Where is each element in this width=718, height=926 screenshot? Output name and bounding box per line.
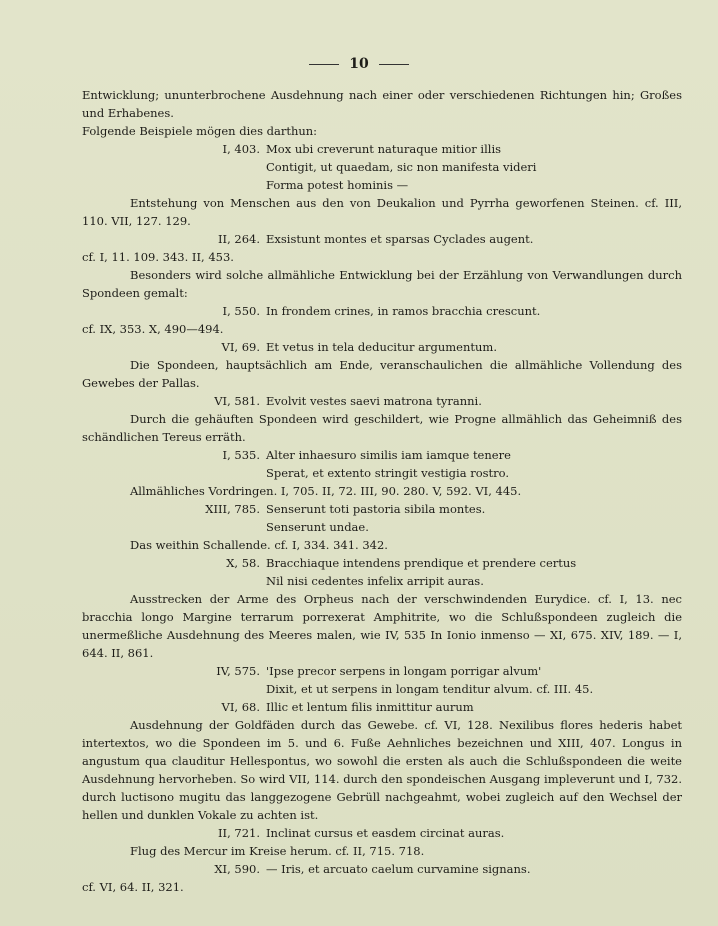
verse-reference: VI, 68. (221, 700, 260, 714)
verse-text: Senserunt undae. (266, 520, 369, 534)
quote-line (82, 572, 682, 590)
quote-line (82, 824, 682, 842)
verse-reference: II, 721. (217, 826, 260, 840)
quote-line (82, 518, 682, 536)
header-rule-right (379, 64, 409, 65)
paragraph: Das weithin Schallende. cf. I, 334. 341. 342. (130, 538, 388, 552)
verse-text: Dixit, et ut serpens in longam tenditur alvum. cf. III. 45. (266, 682, 594, 696)
quote-line (82, 392, 682, 410)
paragraph: cf. VI, 64. II, 321. (82, 880, 184, 894)
paragraph: Ausdehnung der Goldfäden durch das Gewebe. cf. VI, 128. Nexilibus flores hederis habet intertextos, wo die Spondeen im 5. und 6. Fuße Aehnliches bezeichnen und XIII, 407. Longus in angustum qua clauditur Hellespontus, wo sowohl die ersten als auch die Schlußspondeen die weite Ausdehnung hervorheben. So wird VII, 114. durch den spondeischen Ausgang impleverunt und I, 732. durch luctisono mugitu das langgezogene Gebrüll nachgeahmt, wobei zugleich auf den Wechsel der hellen und dunklen Vokale zu achten ist. (82, 718, 682, 822)
quote-line (82, 500, 682, 518)
verse-text: Mox ubi creverunt naturaque mitior illis (266, 142, 502, 156)
quote-line (82, 338, 682, 356)
verse-reference: VI, 581. (214, 394, 260, 408)
verse-text: Alter inhaesuro similis iam iamque tenere (266, 448, 511, 462)
page-number: 10 (349, 56, 369, 72)
quote-line (82, 140, 682, 158)
paragraph: Flug des Mercur im Kreise herum. cf. II, 715. 718. (130, 844, 425, 858)
quote-line (82, 680, 682, 698)
verse-text: Sperat, et extento stringit vestigia rostro. (266, 466, 510, 480)
verse-reference: II, 264. (217, 232, 260, 246)
verse-text: Evolvit vestes saevi matrona tyranni. (266, 394, 482, 408)
quote-line (82, 446, 682, 464)
verse-text: Inclinat cursus et easdem circinat auras. (266, 826, 505, 840)
verse-reference: VI, 69. (221, 340, 260, 354)
verse-text: Nil nisi cedentes infelix arripit auras. (266, 574, 484, 588)
quote-line (82, 554, 682, 572)
header-rule-left (309, 64, 339, 65)
quote-line (82, 176, 682, 194)
quote-line (82, 698, 682, 716)
verse-text: Et vetus in tela deducitur argumentum. (266, 340, 497, 354)
paragraph: Ausstrecken der Arme des Orpheus nach der verschwindenden Eurydice. cf. I, 13. nec bracchia longo Margine terrarum porrexerat Amphitrite, wo die Schlußspondeen zugleich die unermeßliche Ausdehnung des Meeres malen, wie IV, 535 In Ionio inmenso — XI, 675. XIV, 189. — I, 644. II, 861. (82, 592, 682, 660)
verse-text: 'Ipse precor serpens in longam porrigar alvum' (266, 664, 542, 678)
verse-text: Illic et lentum filis inmittitur aurum (266, 700, 474, 714)
quote-line (82, 158, 682, 176)
quote-line (82, 662, 682, 680)
verse-reference: I, 535. (222, 448, 260, 462)
verse-reference: IV, 575. (216, 664, 260, 678)
verse-text: Contigit, ut quaedam, sic non manifesta videri (266, 160, 537, 174)
quote-line (82, 302, 682, 320)
verse-text: Bracchiaque intendens prendique et prendere certus (266, 556, 577, 570)
paragraph: cf. IX, 353. X, 490—494. (82, 322, 224, 336)
quote-line (82, 860, 682, 878)
verse-text: Senserunt toti pastoria sibila montes. (266, 502, 486, 516)
paragraph: Die Spondeen, hauptsächlich am Ende, veranschaulichen die allmähliche Vollendung des Gewebes der Pallas. (82, 358, 682, 390)
verse-reference: XI, 590. (214, 862, 260, 876)
verse-text: — Iris, et arcuato caelum curvamine signans. (266, 862, 531, 876)
verse-text: Exsistunt montes et sparsas Cyclades augent. (266, 232, 534, 246)
paragraph: Entwicklung; ununterbrochene Ausdehnung nach einer oder verschiedenen Richtungen hin; Großes und Erhabenes. (82, 88, 682, 120)
verse-text: In frondem crines, in ramos bracchia crescunt. (266, 304, 541, 318)
page-body (82, 86, 682, 896)
quote-line (82, 230, 682, 248)
verse-reference: X, 58. (226, 556, 260, 570)
quote-line (82, 464, 682, 482)
paragraph: Durch die gehäuften Spondeen wird geschildert, wie Progne allmählich das Geheimniß des schändlichen Tereus erräth. (82, 412, 682, 444)
paragraph: Besonders wird solche allmähliche Entwicklung bei der Erzählung von Verwandlungen durch Spondeen gemalt: (82, 268, 682, 300)
verse-reference: I, 403. (222, 142, 260, 156)
verse-text: Forma potest hominis — (266, 178, 409, 192)
paragraph: Folgende Beispiele mögen dies darthun: (82, 124, 318, 138)
verse-reference: XIII, 785. (205, 502, 260, 516)
paragraph: cf. I, 11. 109. 343. II, 453. (82, 250, 234, 264)
paragraph: Allmähliches Vordringen. I, 705. II, 72. III, 90. 280. V, 592. VI, 445. (130, 484, 522, 498)
paragraph: Entstehung von Menschen aus den von Deukalion und Pyrrha geworfenen Steinen. cf. III, 110. VII, 127. 129. (82, 196, 682, 228)
verse-reference: I, 550. (222, 304, 260, 318)
page-header (0, 56, 718, 72)
